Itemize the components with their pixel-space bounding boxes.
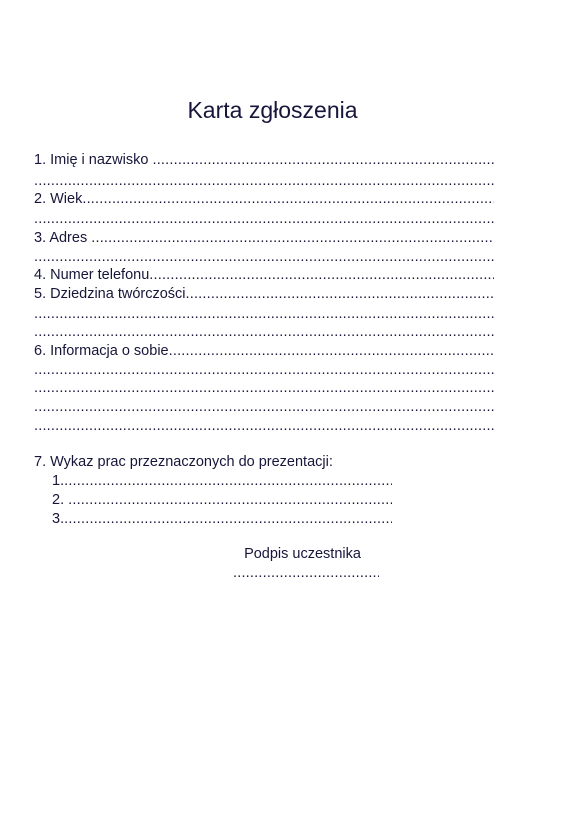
work-item-number: 1. — [52, 473, 65, 489]
name-label: 1. Imię i nazwisko — [34, 152, 153, 168]
dotted-line — [152, 152, 494, 168]
address-field — [34, 229, 494, 248]
about-field — [34, 342, 494, 361]
work-item-1 — [52, 472, 392, 491]
dotted-line — [34, 323, 494, 342]
field-of-creativity-field — [34, 285, 494, 304]
dotted-line — [34, 305, 494, 324]
dotted-line — [34, 172, 494, 191]
signature-line — [233, 564, 379, 583]
dotted-line — [169, 343, 494, 359]
dotted-line — [186, 286, 495, 302]
dotted-line — [91, 230, 494, 246]
name-field — [34, 151, 494, 170]
dotted-line — [34, 210, 494, 229]
phone-field — [34, 266, 494, 285]
dotted-line — [34, 417, 494, 436]
work-item-number: 2. — [52, 492, 69, 508]
age-label: 2. Wiek — [34, 191, 83, 207]
dotted-line — [34, 379, 494, 398]
signature-label: Podpis uczestnika — [244, 546, 361, 562]
works-list-heading: 7. Wykaz prac przeznaczonych do prezentacji: — [34, 454, 333, 470]
age-field — [34, 190, 494, 209]
about-label: 6. Informacja o sobie — [34, 343, 169, 359]
dotted-line — [64, 473, 392, 489]
dotted-line — [34, 361, 494, 380]
address-label: 3. Adres — [34, 230, 92, 246]
work-item-2 — [52, 491, 392, 510]
dotted-line — [68, 492, 392, 508]
dotted-line — [149, 267, 494, 283]
work-item-number: 3. — [52, 511, 65, 527]
work-item-3 — [52, 510, 392, 529]
phone-label: 4. Numer telefonu — [34, 267, 150, 283]
field-of-creativity-label: 5. Dziedzina twórczości — [34, 286, 186, 302]
dotted-line — [82, 191, 494, 207]
page-title: Karta zgłoszenia — [187, 97, 358, 123]
dotted-line — [34, 248, 494, 267]
dotted-line — [34, 398, 494, 417]
dotted-line — [64, 511, 392, 527]
